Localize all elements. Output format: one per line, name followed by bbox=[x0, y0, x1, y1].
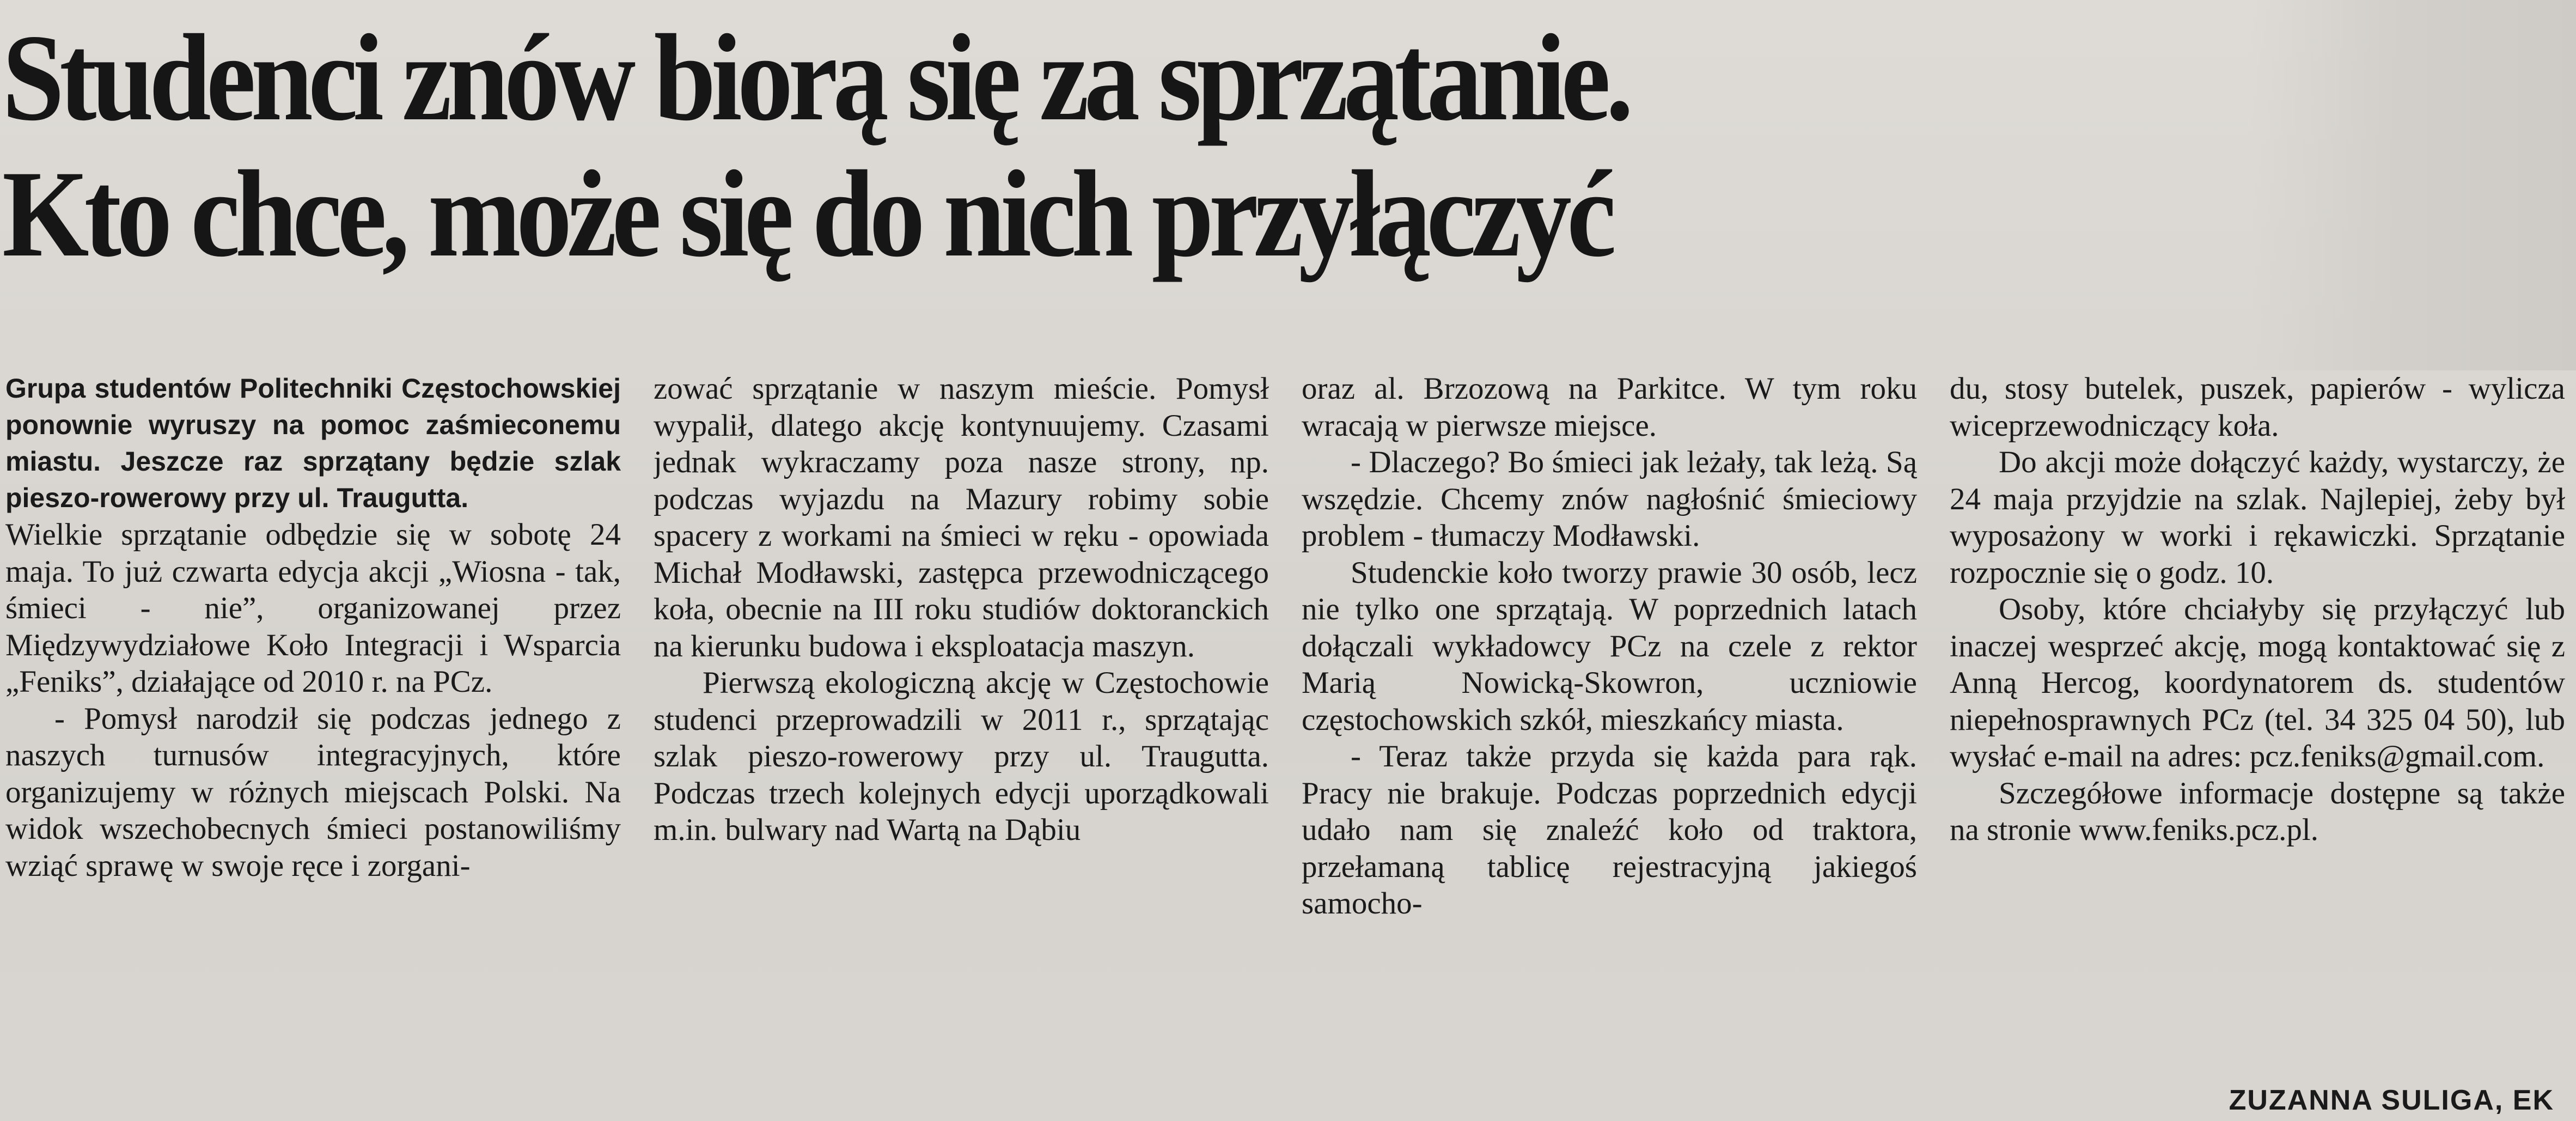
article-lead: Grupa studentów Politechniki Częstochowskiej ponownie wyruszy na pomoc zaśmieconemu miastu. Jeszcze raz sprzątany będzie szlak pieszo-rowerowy przy ul. Traugutta. bbox=[5, 373, 621, 513]
article-paragraph: - Pomysł narodził się podczas jednego z naszych turnusów integracyjnych, które organizujemy w różnych miejscach Polski. Na widok wszechobecnych śmieci postanowiliśmy wziąć sprawę w swoje ręce i zorgani- bbox=[5, 701, 621, 883]
article-paragraph: Osoby, które chciałyby się przyłączyć lub inaczej wesprzeć akcję, mogą kontaktować się z Anną Hercog, koordynatorem ds. studentów niepełnosprawnych PCz (tel. 34 325 04 50), lub wysłać e-mail na adres: pcz.feniks@gmail.com. bbox=[1950, 592, 2565, 773]
article-column-1 bbox=[5, 370, 621, 1095]
article-column-4 bbox=[1950, 370, 2565, 1095]
article-paragraph: Wielkie sprzątanie odbędzie się w sobotę 24 maja. To już czwarta edycja akcji „Wiosna - tak, śmieci - nie”, organizowanej przez Międzywydziałowe Koło Integracji i Wsparcia „Feniks”, działające od 2010 r. na PCz. bbox=[5, 517, 621, 699]
article-paragraph: du, stosy butelek, puszek, papierów - wylicza wiceprzewodniczący koła. bbox=[1950, 371, 2565, 443]
article-paragraph: zować sprzątanie w naszym mieście. Pomysł wypalił, dlatego akcję kontynuujemy. Czasami jednak wykraczamy poza nasze strony, np. podczas wyjazdu na Mazury robimy sobie spacery z workami na śmieci w ręku - opowiada Michał Modławski, zastępca przewodniczącego koła, obecnie na III roku studiów doktoranckich na kierunku budowa i eksploatacja maszyn. bbox=[654, 371, 1269, 663]
headline-line-2: Kto chce, może się do nich przyłączyć bbox=[2, 145, 1612, 283]
article-paragraph: Szczegółowe informacje dostępne są także na stronie www.feniks.pcz.pl. bbox=[1950, 776, 2565, 847]
article-paragraph: Pierwszą ekologiczną akcję w Częstochowie studenci przeprowadzili w 2011 r., sprzątając szlak pieszo-rowerowy przy ul. Traugutta. Podczas trzech kolejnych edycji uporządkowali m.in. bulwary nad Wartą na Dąbiu bbox=[654, 666, 1269, 847]
article-paragraph: Do akcji może dołączyć każdy, wystarczy, że 24 maja przyjdzie na szlak. Najlepiej, żeby był wyposażony w worki i rękawiczki. Sprzątanie rozpocznie się o godz. 10. bbox=[1950, 445, 2565, 590]
adjacent-page-bleed bbox=[2249, 0, 2576, 370]
article-column-2 bbox=[654, 370, 1269, 1095]
article-paragraph: Studenckie koło tworzy prawie 30 osób, lecz nie tylko one sprzątają. W poprzednich latach dołączali wykładowcy PCz na czele z rektor Marią Nowicką-Skowron, uczniowie częstochowskich szkół, mieszkańcy miasta. bbox=[1302, 555, 1917, 737]
article-paragraph: oraz al. Brzozową na Parkitce. W tym roku wracają w pierwsze miejsce. bbox=[1302, 371, 1917, 443]
article-column-3 bbox=[1302, 370, 1917, 1095]
article-paragraph: - Dlaczego? Bo śmieci jak leżały, tak leżą. Są wszędzie. Chcemy znów nagłośnić śmieciowy problem - tłumaczy Modławski. bbox=[1302, 445, 1917, 553]
headline bbox=[2, 10, 2085, 282]
byline: ZUZANNA SULIGA, EK bbox=[2229, 1085, 2554, 1116]
article-paragraph: - Teraz także przyda się każda para rąk. Pracy nie brakuje. Podczas poprzednich edycji udało nam się znaleźć koło od traktora, przełamaną tablicę rejestracyjną jakiegoś samocho- bbox=[1302, 739, 1917, 921]
headline-line-1: Studenci znów biorą się za sprzątanie. bbox=[2, 9, 1629, 147]
